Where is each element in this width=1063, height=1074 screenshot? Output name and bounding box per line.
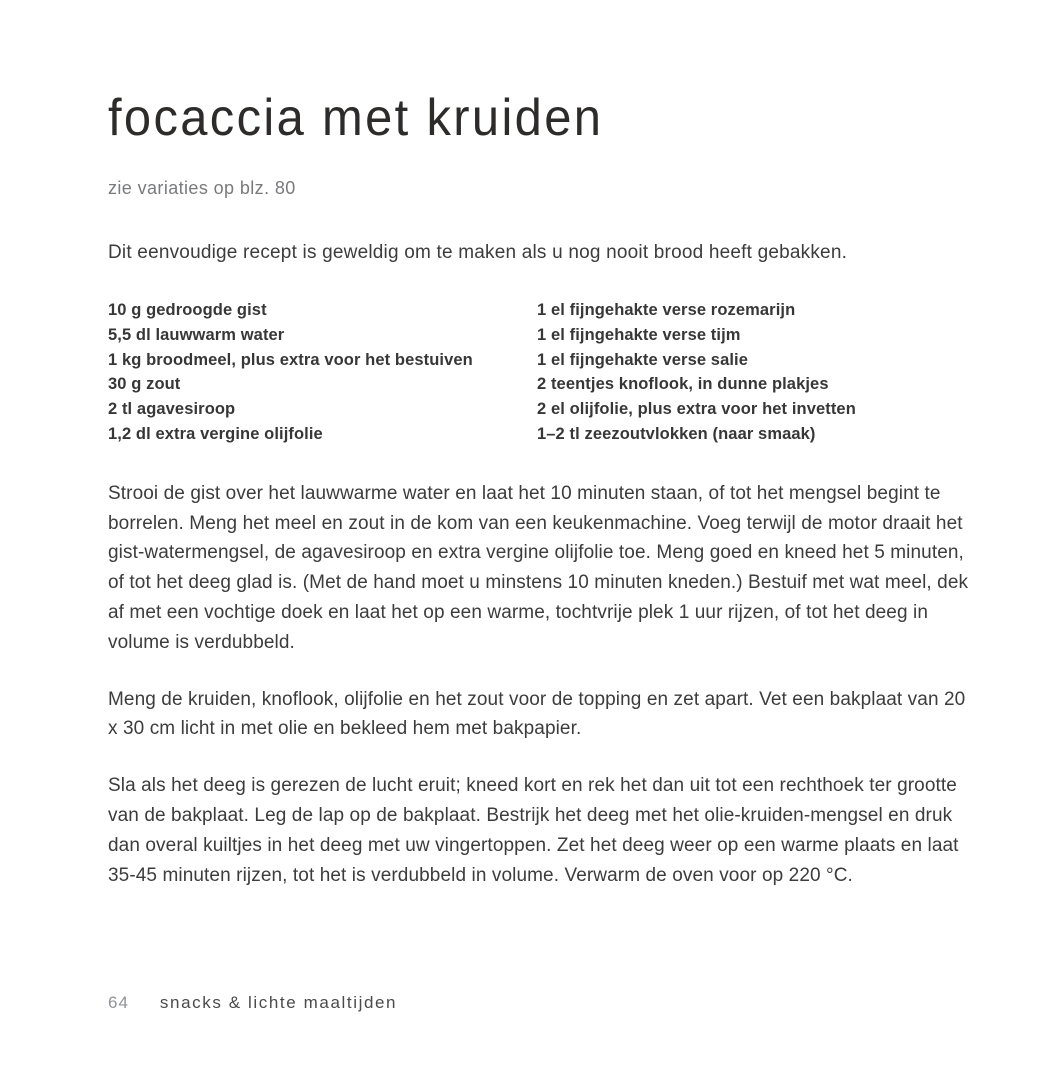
page-footer	[108, 993, 397, 1013]
method-paragraph: Meng de kruiden, knoflook, olijfolie en het zout voor de topping en zet apart. Vet een bakplaat van 20 x 30 cm licht in met olie en bekleed hem met bakpapier.	[108, 688, 966, 740]
ingredient-item: 1 kg broodmeel, plus extra voor het bestuiven	[108, 350, 473, 369]
page-number: 64	[108, 993, 129, 1012]
ingredient-item: 1 el fijngehakte verse rozemarijn	[537, 301, 796, 319]
method-paragraph: Sla als het deeg is gerezen de lucht eruit; kneed kort en rek het dan uit tot een rechthoek ter grootte van de bakplaat. Leg de lap op de bakplaat. Bestrijk het deeg met het olie-kruiden-mengsel en druk dan overal kuiltjes in het deeg met uw vingertoppen. Zet het deeg weer op een warme plaats en laat 35-45 minuten rijzen, tot het is verdubbeld in volume. Verwarm de oven voor op 220 °C.	[108, 775, 959, 886]
ingredient-item: 1,2 dl extra vergine olijfolie	[108, 424, 323, 443]
recipe-intro: Dit eenvoudige recept is geweldig om te maken als u nog nooit brood heeft gebakken.	[108, 242, 848, 263]
ingredients-list	[108, 298, 970, 447]
ingredients-column-left	[108, 298, 537, 447]
page-title: focaccia met kruiden	[108, 89, 604, 147]
variation-note: zie variaties op blz. 80	[108, 178, 296, 198]
ingredient-item: 2 tl agavesiroop	[108, 400, 236, 419]
ingredient-item: 1 el fijngehakte verse salie	[537, 350, 748, 369]
method-section	[108, 479, 970, 891]
ingredient-item: 2 teentjes knoflook, in dunne plakjes	[537, 375, 829, 394]
ingredient-item: 30 g zout	[108, 375, 181, 394]
section-name: snacks & lichte maaltijden	[159, 993, 398, 1012]
recipe-page	[108, 0, 970, 1074]
ingredient-item: 10 g gedroogde gist	[108, 301, 267, 319]
ingredient-item: 2 el olijfolie, plus extra voor het invetten	[537, 400, 856, 419]
ingredient-item: 5,5 dl lauwwarm water	[108, 325, 285, 344]
ingredients-column-right	[537, 298, 970, 447]
ingredient-item: 1 el fijngehakte verse tijm	[537, 325, 741, 344]
method-paragraph: Strooi de gist over het lauwwarme water en laat het 10 minuten staan, of tot het mengsel begint te borrelen. Meng het meel en zout in de kom van een keukenmachine. Voeg terwijl de motor draait het gist-watermengsel, de agavesiroop en extra vergine olijfolie toe. Meng goed en kneed het 5 minuten, of tot het deeg glad is. (Met de hand moet u minstens 10 minuten kneden.) Bestuif met wat meel, dek af met een vochtige doek en laat het op een warme, tochtvrije plek 1 uur rijzen, of tot het deeg in volume is verdubbeld.	[108, 482, 969, 653]
ingredient-item: 1–2 tl zeezoutvlokken (naar smaak)	[537, 424, 816, 443]
